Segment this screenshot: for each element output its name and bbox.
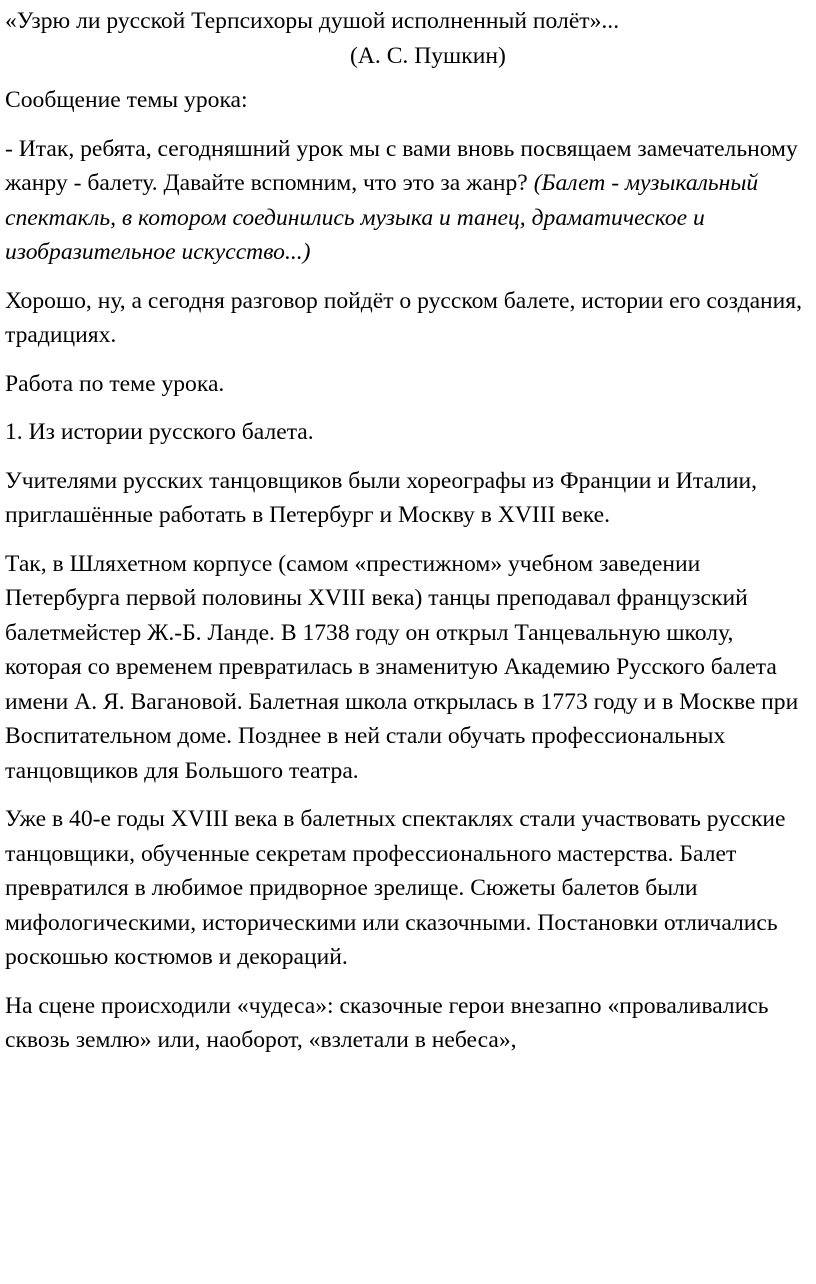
work-heading: Работа по теме урока. [5,370,225,397]
epigraph-quote: «Узрю ли русской Терпсихоры душой исполненный полёт»... [5,8,620,34]
section-1-heading: 1. Из истории русского балета. [5,419,314,445]
forties-paragraph: Уже в 40-е годы XVIII века в балетных спектаклях стали участвовать русские танцовщики, обученные секретам профессионального мастерства. Балет превратился в любимое придворное зрелище. Сюжеты балетов были мифологическими, историческими или сказочными. Постановки отличались роскошью костюмов и декораций. [5,806,786,970]
epigraph-author: (А. С. Пушкин) [350,42,506,69]
topic-heading: Сообщение темы урока: [5,87,248,113]
intro-text: - Итак, ребята, сегодняшний урок мы с вами вновь посвящаем замечательному жанру - балету. Давайте вспомним, что это за жанр? [5,135,798,196]
today-paragraph: Хорошо, ну, а сегодня разговор пойдёт о русском балете, истории его создания, традициях. [5,287,803,348]
epigraph [5,4,811,73]
intro-paragraph [5,132,811,270]
document-page [5,4,811,1072]
teachers-paragraph: Учителями русских танцовщиков были хореографы из Франции и Италии, приглашённые работать в Петербург и Москву в XVIII веке. [5,467,758,528]
miracles-paragraph: На сцене происходили «чудеса»: сказочные герои внезапно «проваливались сквозь землю» или, наоборот, «взлетали в небеса», [5,992,769,1053]
corps-paragraph: Так, в Шляхетном корпусе (самом «престижном» учебном заведении Петербурга первой половины XVIII века) танцы преподавал французский балетмейстер Ж.-Б. Ланде. В 1738 году он открыл Танцевальную школу, которая со временем превратилась в знаменитую Академию Русского балета имени А. Я. Вагановой. Балетная школа открылась в 1773 году и в Москве при Воспитательном доме. Позднее в ней стали обучать профессиональных танцовщиков для Большого театра. [5,550,799,784]
intro-answer: (Балет - музыкальный спектакль, в котором соединились музыка и танец, драматическое и изобразительное искусство...) [5,170,759,265]
